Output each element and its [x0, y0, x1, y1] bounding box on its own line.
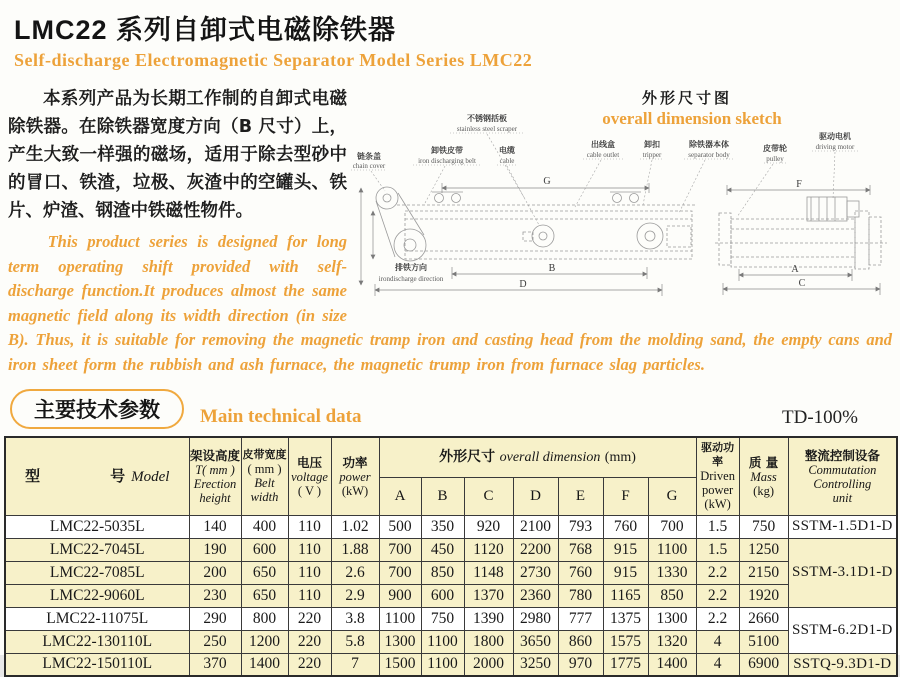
value-cell: 110	[288, 538, 331, 561]
dim-F: F	[796, 179, 802, 190]
col-G-header: G	[648, 477, 696, 515]
svg-text:链条盖: 链条盖	[357, 152, 381, 161]
value-cell: 768	[558, 538, 603, 561]
value-cell: 1800	[464, 630, 513, 653]
value-cell: 5.8	[331, 630, 379, 653]
section-heading-row	[0, 377, 900, 434]
value-cell: 200	[189, 561, 241, 584]
td-100-label: TD-100%	[782, 407, 858, 428]
value-cell: 220	[288, 653, 331, 676]
value-cell: 793	[558, 515, 603, 538]
dim-A: A	[791, 264, 799, 275]
svg-text:出线盒: 出线盒	[591, 140, 615, 149]
page-title: LMC22 系列自卸式电磁除铁器	[14, 15, 397, 45]
value-cell: 700	[648, 515, 696, 538]
svg-text:不锈钢括板: 不锈钢括板	[467, 114, 507, 123]
col-E-header: E	[558, 477, 603, 515]
sketch-canvas	[347, 87, 892, 315]
model-cell: LMC22-7085L	[5, 561, 189, 584]
value-cell: 2660	[739, 607, 788, 630]
value-cell: 2360	[513, 584, 558, 607]
value-cell: 1575	[603, 630, 648, 653]
col-overall-dimension-header: 外形尺寸 overall dimension (mm)	[379, 437, 696, 477]
value-cell: 1500	[379, 653, 421, 676]
value-cell: 700	[379, 561, 421, 584]
svg-text:iron discharging belt: iron discharging belt	[418, 157, 476, 165]
value-cell: 3250	[513, 653, 558, 676]
value-cell: 1400	[648, 653, 696, 676]
label-cable	[497, 145, 539, 225]
value-cell: 1775	[603, 653, 648, 676]
value-cell: 1100	[379, 607, 421, 630]
value-cell: 190	[189, 538, 241, 561]
value-cell: 2730	[513, 561, 558, 584]
value-cell: 2.6	[331, 561, 379, 584]
value-cell: 2000	[464, 653, 513, 676]
value-cell: 1370	[464, 584, 513, 607]
value-cell: 5100	[739, 630, 788, 653]
value-cell: 1.5	[696, 515, 739, 538]
value-cell: 2200	[513, 538, 558, 561]
svg-text:电缆: 电缆	[499, 146, 515, 155]
col-voltage-header: 电压 voltage ( V )	[288, 437, 331, 515]
value-cell: 250	[189, 630, 241, 653]
side-view-drawing	[715, 179, 887, 295]
value-cell: 2150	[739, 561, 788, 584]
model-cell: LMC22-150110L	[5, 653, 189, 676]
svg-text:cable: cable	[499, 157, 515, 165]
value-cell: 1.02	[331, 515, 379, 538]
value-cell: 1375	[603, 607, 648, 630]
label-iron-discharging-belt	[413, 145, 481, 203]
svg-text:separator body: separator body	[688, 151, 730, 159]
value-cell: 220	[288, 607, 331, 630]
col-erection-height-header: 架设高度 T( mm ) Erection height	[189, 437, 241, 515]
value-cell: 1320	[648, 630, 696, 653]
label-cable-outlet	[575, 139, 623, 207]
main-technical-data-table	[4, 436, 898, 677]
label-separator-body	[679, 139, 734, 213]
value-cell: 450	[421, 538, 464, 561]
dim-C: C	[798, 278, 806, 289]
table-row	[5, 607, 897, 630]
label-discharge-direction	[379, 262, 444, 283]
value-cell: 1.88	[331, 538, 379, 561]
value-cell: 750	[739, 515, 788, 538]
col-C-header: C	[464, 477, 513, 515]
commutation-cell: SSTM-3.1D1-D	[788, 538, 897, 607]
label-tripper	[640, 139, 664, 205]
value-cell: 915	[603, 561, 648, 584]
value-cell: 600	[421, 584, 464, 607]
table-row	[5, 630, 897, 653]
value-cell: 650	[241, 584, 288, 607]
svg-text:排铁方向: 排铁方向	[395, 263, 427, 272]
col-model-header: 型 号 Model	[5, 437, 189, 515]
model-cell: LMC22-9060L	[5, 584, 189, 607]
value-cell: 2.2	[696, 561, 739, 584]
label-chain-cover	[351, 151, 387, 191]
value-cell: 4	[696, 630, 739, 653]
col-D-header: D	[513, 477, 558, 515]
value-cell: 1400	[241, 653, 288, 676]
intro-section	[0, 85, 900, 377]
value-cell: 7	[331, 653, 379, 676]
label-stainless-steel-scraper	[450, 113, 525, 199]
svg-text:驱动电机: 驱动电机	[819, 132, 851, 141]
value-cell: 850	[421, 561, 464, 584]
value-cell: 350	[421, 515, 464, 538]
value-cell: 1100	[421, 630, 464, 653]
value-cell: 110	[288, 561, 331, 584]
intro-paragraph-zh: 本系列产品为长期工作制的自卸式电磁除铁器。在除铁器宽度方向（B 尺寸）上，产生大致一样强的磁场，适用于除去型砂中的冒口、铁渣，垃极、灰渣中的空罐头、铁片、炉渣、钢渣中铁磁性物件。	[8, 89, 347, 221]
value-cell: 800	[241, 607, 288, 630]
sketch-title-zh: 外形尺寸图	[641, 89, 733, 107]
value-cell: 2.9	[331, 584, 379, 607]
svg-text:chain cover: chain cover	[352, 162, 386, 170]
value-cell: 370	[189, 653, 241, 676]
value-cell: 1390	[464, 607, 513, 630]
value-cell: 2.2	[696, 607, 739, 630]
value-cell: 4	[696, 653, 739, 676]
value-cell: 1200	[241, 630, 288, 653]
model-cell: LMC22-7045L	[5, 538, 189, 561]
dimension-sketch	[347, 87, 892, 315]
col-mass-header: 质 量 Mass (kg)	[739, 437, 788, 515]
value-cell: 1920	[739, 584, 788, 607]
value-cell: 110	[288, 584, 331, 607]
label-driving-motor	[812, 131, 858, 199]
value-cell: 915	[603, 538, 648, 561]
value-cell: 500	[379, 515, 421, 538]
value-cell: 230	[189, 584, 241, 607]
value-cell: 1100	[421, 653, 464, 676]
value-cell: 1.5	[696, 538, 739, 561]
label-pulley	[737, 143, 787, 217]
value-cell: 140	[189, 515, 241, 538]
value-cell: 2100	[513, 515, 558, 538]
dim-G: G	[543, 176, 551, 187]
table-row	[5, 653, 897, 676]
col-driven-power-header: 驱动功率 Driven power (kW)	[696, 437, 739, 515]
model-cell: LMC22-5035L	[5, 515, 189, 538]
svg-text:除铁器本体: 除铁器本体	[689, 140, 729, 149]
col-A-header: A	[379, 477, 421, 515]
col-belt-width-header: 皮带宽度 ( mm ) Belt width	[241, 437, 288, 515]
value-cell: 760	[603, 515, 648, 538]
svg-text:卸铁皮带: 卸铁皮带	[431, 146, 463, 155]
table-row	[5, 538, 897, 561]
value-cell: 110	[288, 515, 331, 538]
value-cell: 2.2	[696, 584, 739, 607]
value-cell: 2980	[513, 607, 558, 630]
svg-text:tripper: tripper	[642, 151, 662, 159]
value-cell: 3650	[513, 630, 558, 653]
value-cell: 600	[241, 538, 288, 561]
section-heading-en: Main technical data	[200, 406, 362, 427]
col-power-header: 功率 power (kW)	[331, 437, 379, 515]
section-heading-pill: 主要技术参数	[10, 389, 184, 429]
svg-text:cable outlet: cable outlet	[586, 151, 620, 159]
value-cell: 900	[379, 584, 421, 607]
intro-paragraph-en: This product series is designed for long term operating shift provided with self-discharge function.It produces almost the same magnetic field along its width direction (in size B). Thus, it is suitable for removing the magnetic tramp iron and casting head from the molding sand, the empty cans and iron sheet form the rubbish and ash furnace, the magnetic trump iron from furnace slag particles.	[8, 232, 892, 374]
value-cell: 777	[558, 607, 603, 630]
commutation-cell: SSTM-1.5D1-D	[788, 515, 897, 538]
dim-D: D	[519, 279, 527, 290]
value-cell: 1100	[648, 538, 696, 561]
dim-B: B	[548, 263, 556, 274]
value-cell: 6900	[739, 653, 788, 676]
col-B-header: B	[421, 477, 464, 515]
value-cell: 1300	[379, 630, 421, 653]
svg-text:卸扣: 卸扣	[644, 140, 660, 149]
value-cell: 860	[558, 630, 603, 653]
value-cell: 700	[379, 538, 421, 561]
model-cell: LMC22-11075L	[5, 607, 189, 630]
value-cell: 1165	[603, 584, 648, 607]
value-cell: 970	[558, 653, 603, 676]
commutation-cell: SSTM-6.2D1-D	[788, 607, 897, 653]
value-cell: 1148	[464, 561, 513, 584]
sketch-title-en: overall dimension sketch	[602, 109, 782, 128]
value-cell: 220	[288, 630, 331, 653]
value-cell: 1250	[739, 538, 788, 561]
page-header	[0, 0, 900, 71]
table-row	[5, 584, 897, 607]
svg-text:pulley: pulley	[766, 155, 784, 163]
value-cell: 3.8	[331, 607, 379, 630]
value-cell: 1330	[648, 561, 696, 584]
model-cell: LMC22-130110L	[5, 630, 189, 653]
table-row	[5, 561, 897, 584]
table-row	[5, 515, 897, 538]
value-cell: 850	[648, 584, 696, 607]
value-cell: 1300	[648, 607, 696, 630]
col-F-header: F	[603, 477, 648, 515]
value-cell: 400	[241, 515, 288, 538]
svg-text:driving motor: driving motor	[815, 143, 855, 151]
col-commutation-header: 整流控制设备 Commutation Controlling unit	[788, 437, 897, 515]
commutation-cell: SSTQ-9.3D1-D	[788, 653, 897, 676]
value-cell: 650	[241, 561, 288, 584]
value-cell: 750	[421, 607, 464, 630]
page-subtitle: Self-discharge Electromagnetic Separator Model Series LMC22	[14, 50, 533, 70]
value-cell: 780	[558, 584, 603, 607]
value-cell: 920	[464, 515, 513, 538]
value-cell: 290	[189, 607, 241, 630]
value-cell: 760	[558, 561, 603, 584]
svg-text:stainless steel scraper: stainless steel scraper	[456, 125, 518, 133]
value-cell: 1120	[464, 538, 513, 561]
svg-text:皮带轮: 皮带轮	[763, 144, 787, 153]
svg-text:irondischarge direction: irondischarge direction	[378, 275, 444, 283]
